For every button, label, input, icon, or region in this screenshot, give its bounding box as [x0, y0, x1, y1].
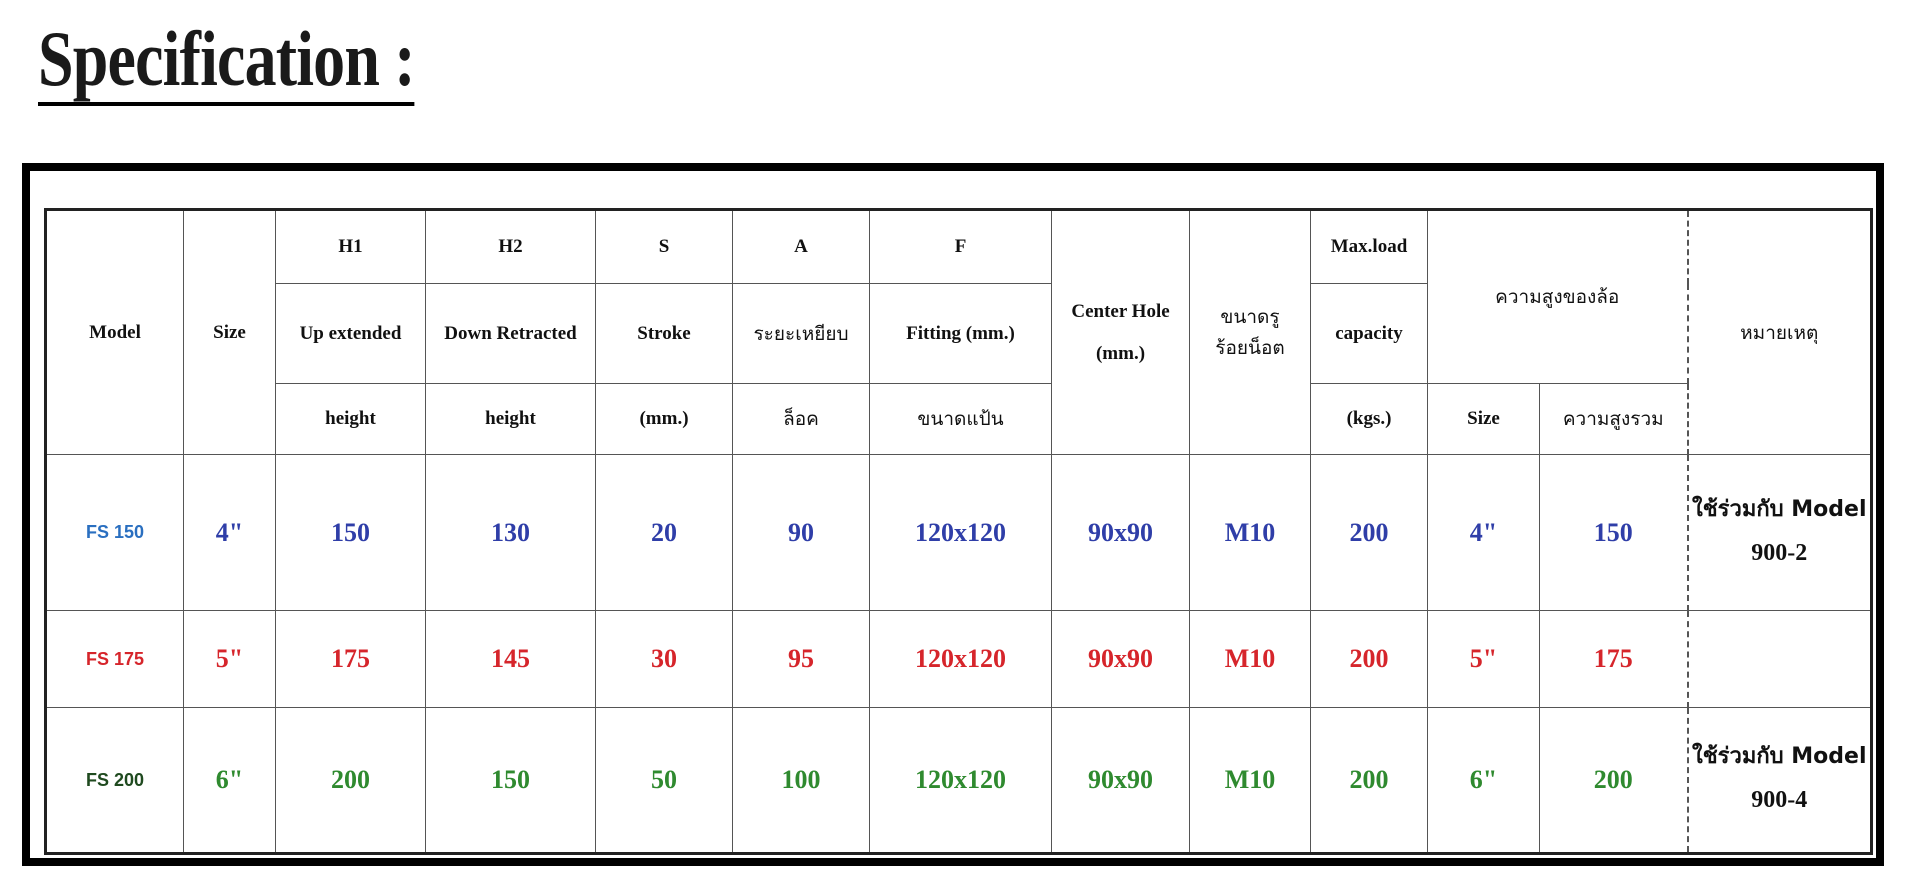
cell-center-hole: 90x90: [1052, 708, 1190, 854]
cell-bolt: M10: [1190, 611, 1311, 708]
cell-center-hole: 90x90: [1052, 611, 1190, 708]
remark-line2: 900-4: [1751, 787, 1808, 814]
header-f-line3: ขนาดแป้น: [870, 384, 1052, 455]
cell-size: 6": [184, 708, 276, 854]
cell-s: 20: [596, 455, 733, 611]
cell-remark: [1688, 611, 1872, 708]
spec-table: [44, 208, 1873, 855]
spec-table-frame: [22, 163, 1884, 866]
cell-h1: 150: [276, 455, 426, 611]
header-h2-line2: Down Retracted: [426, 284, 596, 384]
header-a-line3: ล็อค: [733, 384, 870, 455]
cell-h2: 130: [426, 455, 596, 611]
header-remark: หมายเหตุ: [1688, 210, 1872, 455]
header-size: Size: [184, 210, 276, 455]
cell-wheel-size: 5": [1428, 611, 1540, 708]
header-bolt-line2: ร้อยน็อต: [1215, 336, 1285, 359]
header-f-line2: Fitting (mm.): [870, 284, 1052, 384]
header-wheel-size: Size: [1428, 384, 1540, 455]
header-h1-line2: Up extended: [276, 284, 426, 384]
remark-line1: ใช้ร่วมกับ Model: [1691, 744, 1867, 770]
cell-model: FS 175: [46, 611, 184, 708]
cell-wheel-height: 150: [1540, 455, 1688, 611]
header-h2-line3: height: [426, 384, 596, 455]
header-a: A: [733, 210, 870, 284]
cell-size: 4": [184, 455, 276, 611]
header-wheel-group: ความสูงของล้อ: [1428, 210, 1688, 384]
header-center-hole: [1052, 210, 1190, 455]
cell-a: 100: [733, 708, 870, 854]
header-wheel-height: ความสูงรวม: [1540, 384, 1688, 455]
cell-h1: 175: [276, 611, 426, 708]
cell-h2: 145: [426, 611, 596, 708]
cell-wheel-size: 4": [1428, 455, 1540, 611]
cell-f: 120x120: [870, 708, 1052, 854]
header-bolt: [1190, 210, 1311, 455]
cell-h1: 200: [276, 708, 426, 854]
cell-f: 120x120: [870, 455, 1052, 611]
header-s-line2: Stroke: [596, 284, 733, 384]
cell-a: 95: [733, 611, 870, 708]
header-h1: H1: [276, 210, 426, 284]
cell-wheel-height: 175: [1540, 611, 1688, 708]
cell-a: 90: [733, 455, 870, 611]
cell-wheel-height: 200: [1540, 708, 1688, 854]
header-h2: H2: [426, 210, 596, 284]
cell-wheel-size: 6": [1428, 708, 1540, 854]
header-h1-line3: height: [276, 384, 426, 455]
cell-model: FS 200: [46, 708, 184, 854]
header-max-load-line3: (kgs.): [1311, 384, 1428, 455]
cell-s: 50: [596, 708, 733, 854]
table-row: [46, 708, 1872, 854]
cell-bolt: M10: [1190, 708, 1311, 854]
cell-remark: [1688, 708, 1872, 854]
table-row: [46, 455, 1872, 611]
header-bolt-line1: ขนาดรู: [1220, 306, 1280, 329]
header-a-line2: ระยะเหยียบ: [733, 284, 870, 384]
header-max-load-line2: capacity: [1311, 284, 1428, 384]
cell-center-hole: 90x90: [1052, 455, 1190, 611]
cell-max-load: 200: [1311, 455, 1428, 611]
header-model: Model: [46, 210, 184, 455]
cell-h2: 150: [426, 708, 596, 854]
cell-max-load: 200: [1311, 611, 1428, 708]
cell-s: 30: [596, 611, 733, 708]
remark-line1: ใช้ร่วมกับ Model: [1691, 496, 1867, 522]
remark-line2: 900-2: [1751, 539, 1808, 566]
cell-max-load: 200: [1311, 708, 1428, 854]
header-center-hole-line1: Center Hole: [1071, 300, 1170, 322]
cell-bolt: M10: [1190, 455, 1311, 611]
cell-remark: [1688, 455, 1872, 611]
header-s: S: [596, 210, 733, 284]
page-title: Specification :: [38, 20, 415, 106]
header-center-hole-line2: (mm.): [1095, 342, 1146, 364]
table-row: [46, 611, 1872, 708]
header-max-load: Max.load: [1311, 210, 1428, 284]
header-s-line3: (mm.): [596, 384, 733, 455]
cell-f: 120x120: [870, 611, 1052, 708]
cell-model: FS 150: [46, 455, 184, 611]
cell-size: 5": [184, 611, 276, 708]
header-f: F: [870, 210, 1052, 284]
